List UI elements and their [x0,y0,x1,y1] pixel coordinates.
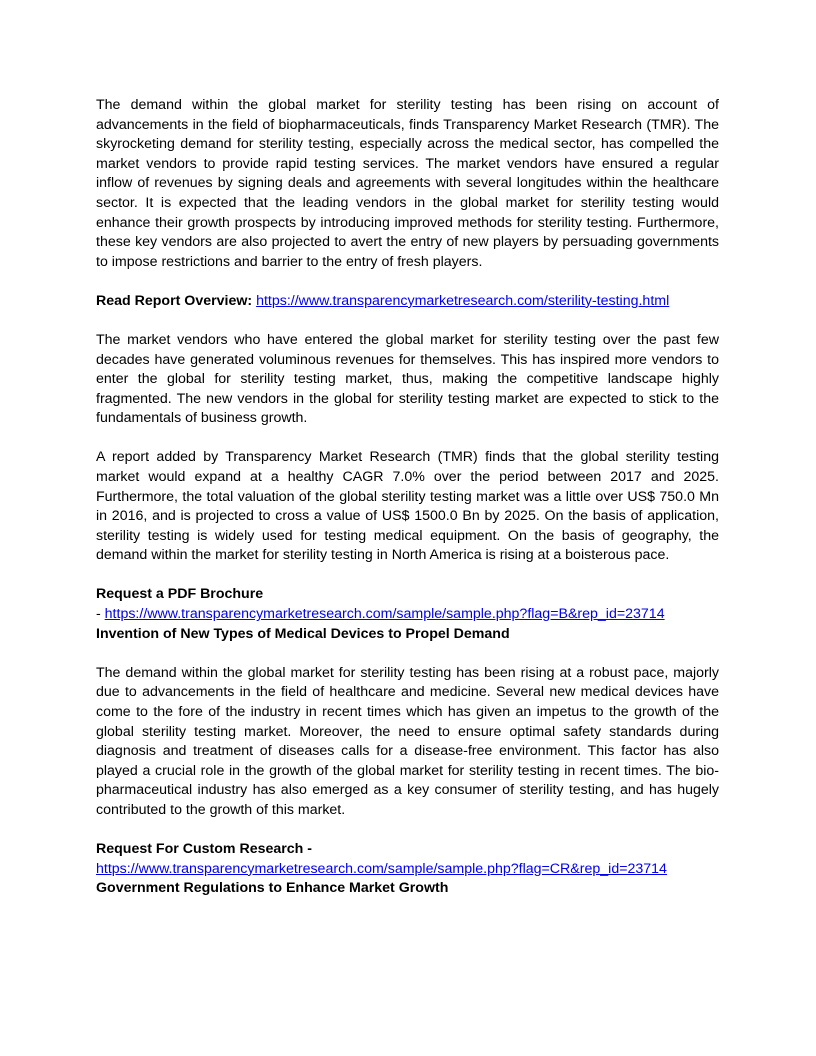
paragraph-vendors: The market vendors who have entered the global market for sterility testing over the past few decades have generated voluminous revenues for themselves. This has inspired more vendors to enter the global for sterility testing market, thus, making the competitive landscape highly fragmented. The new vendors in the global for sterility testing market are expected to stick to the fundamentals of business growth. [96,331,719,427]
brochure-prefix: - [96,606,105,623]
custom-research-link[interactable]: https://www.transparencymarketresearch.com/sample/sample.php?flag=CR&rep_id=23714 [96,860,667,877]
read-report-line [96,292,719,312]
spacer [96,644,719,664]
paragraph-intro: The demand within the global market for sterility testing has been rising on account of advancements in the field of biopharmaceuticals, finds Transparency Market Research (TMR). The skyrocketing demand for sterility testing, especially across the medical sector, has compelled the market vendors to provide rapid testing services. The market vendors have ensured a regular inflow of revenues by signing deals and agreements with several longitudes within the healthcare sector. It is expected that the leading vendors in the global market for sterility testing would enhance their growth prospects by introducing improved methods for sterility testing. Furthermore, these key vendors are also projected to avert the entry of new players by persuading governments to impose restrictions and barrier to the entry of fresh players. [96,97,719,270]
custom-research-label: Request For Custom Research - [96,841,313,857]
brochure-label: Request a PDF Brochure [96,586,264,603]
paragraph-report-findings: A report added by Transparency Market Research (TMR) finds that the global sterility testing market would expand at a healthy CAGR 7.0% over the period between 2017 and 2025. Furthermore, the total valuation of the global sterility testing market was a little over US$ 750.0 Mn in 2016, and is projected to cross a value of US$ 1500.0 Bn by 2025. On the basis of application, sterility testing is widely used for testing medical equipment. On the basis of geography, the demand within the market for sterility testing in North America is rising at a boisterous pace. [96,449,719,564]
spacer [96,272,719,292]
paragraph-medical-devices: The demand within the global market for sterility testing has been rising at a robust pace, majorly due to advancements in the field of healthcare and medicine. Several new medical devices have come to the fore of the industry in recent times which has given an impetus to the growth of the global sterility testing market. Moreover, the need to ensure optimal safety standards during diagnosis and treatment of diseases calls for a disease-free environment. This factor has also played a crucial role in the growth of the global market for sterility testing in recent times. The bio-pharmaceutical industry has also emerged as a key consumer of sterility testing, and has hugely contributed to the growth of this market. [96,664,719,818]
brochure-link[interactable]: https://www.transparencymarketresearch.com/sample/sample.php?flag=B&rep_id=23714 [104,606,665,623]
read-report-label: Read Report Overview: [96,292,253,309]
spacer [96,566,719,586]
section-heading-government-regulations: Government Regulations to Enhance Market Growth [96,880,449,897]
read-report-link[interactable]: https://www.transparencymarketresearch.com/sterility-testing.html [256,292,670,309]
document-page [96,96,719,899]
spacer [96,821,719,841]
custom-research-line [96,860,719,880]
brochure-line [96,605,719,625]
spacer [96,429,719,449]
section-heading-medical-devices: Invention of New Types of Medical Devices to Propel Demand [96,625,510,642]
spacer [96,311,719,331]
